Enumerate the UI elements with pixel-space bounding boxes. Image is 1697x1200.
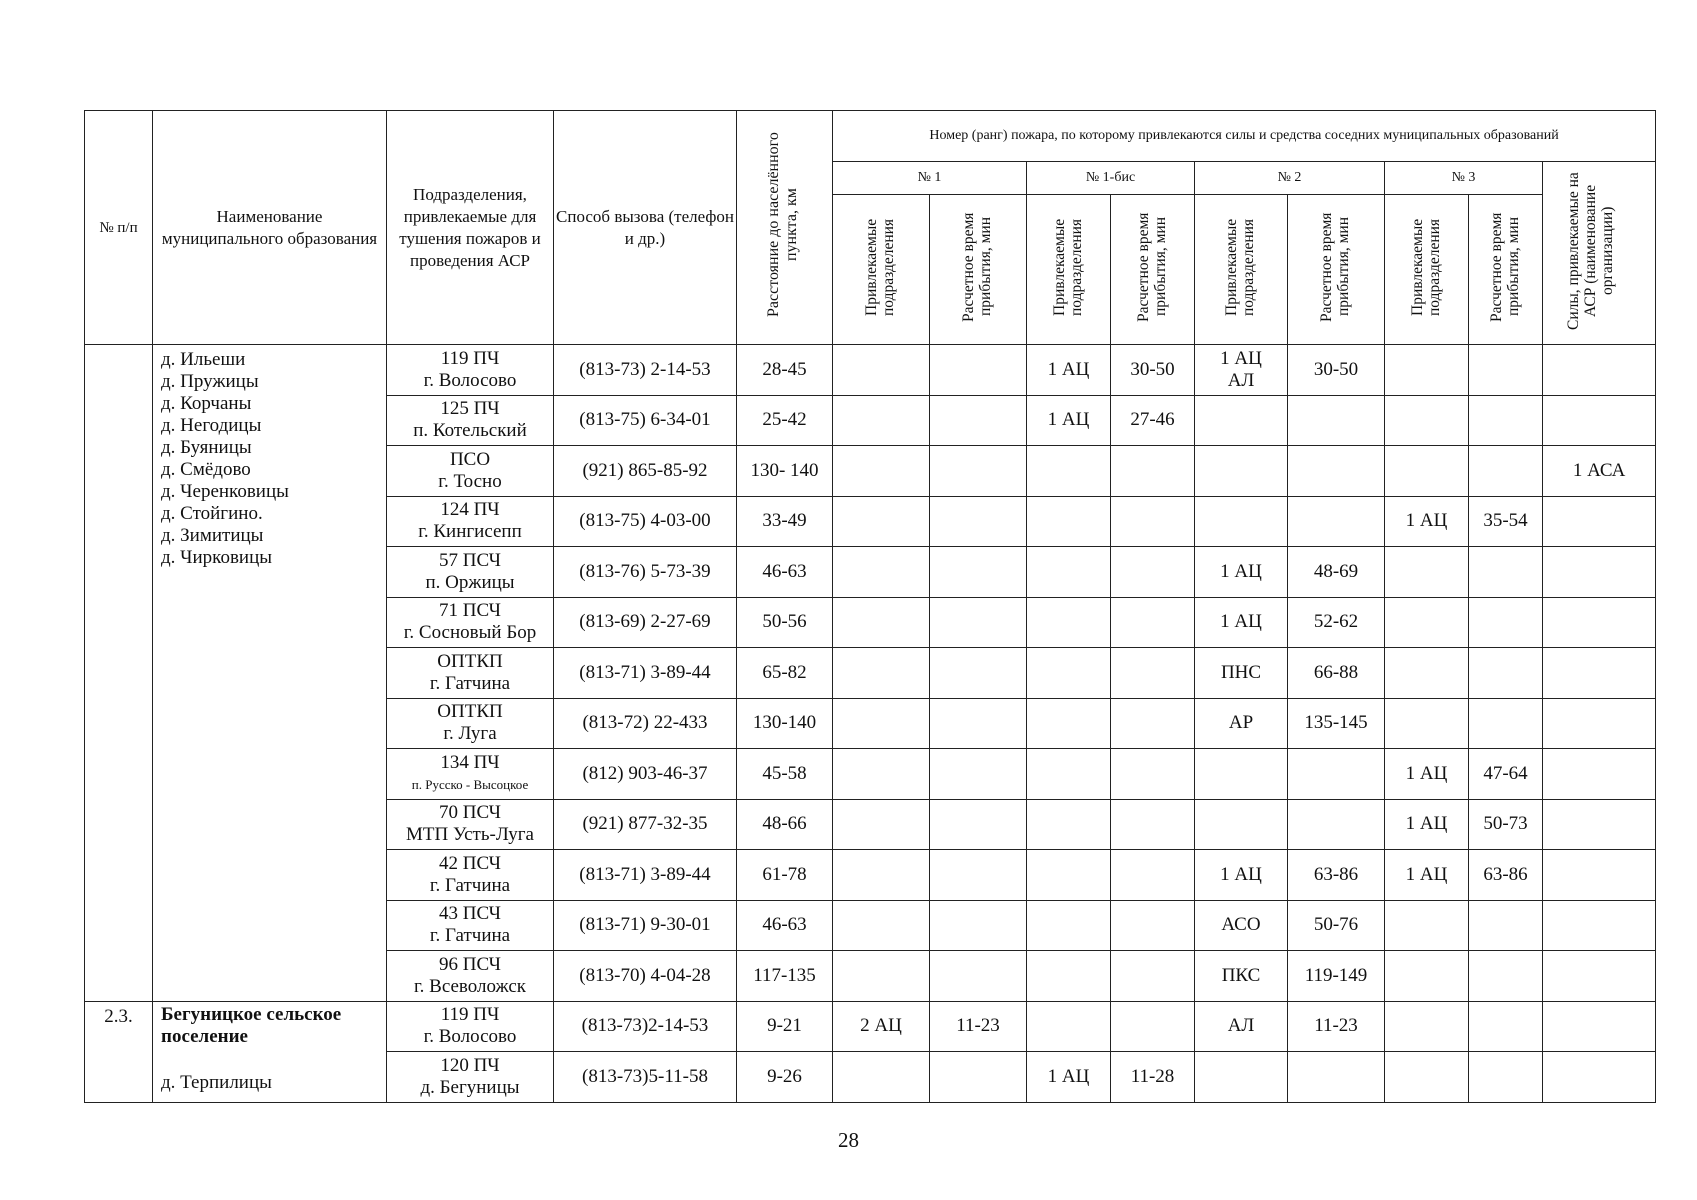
rank-cell: 1 АСА xyxy=(1543,446,1656,497)
unit-cell xyxy=(387,850,554,901)
header-distance-text: Расстояние до населённого пункта, км xyxy=(764,132,800,318)
rank-cell xyxy=(1027,698,1111,749)
unit-name: ОПТКП xyxy=(437,701,503,723)
rank-cell xyxy=(1027,446,1111,497)
header-r1-units xyxy=(833,195,930,345)
unit-name: 43 ПСЧ xyxy=(438,903,502,925)
phone-cell: (813-71) 9-30-01 xyxy=(554,900,737,951)
rank-cell: АЛ xyxy=(1195,1001,1288,1052)
rank-cell xyxy=(930,698,1027,749)
unit-name: 96 ПСЧ xyxy=(438,953,502,975)
phone-cell: (813-73) 2-14-53 xyxy=(554,345,737,396)
row-number: 2.3. xyxy=(85,1001,153,1102)
rank-cell xyxy=(930,850,1027,901)
rank-cell: 1 АЦ xyxy=(1195,850,1288,901)
phone-cell: (813-75) 4-03-00 xyxy=(554,496,737,547)
r2-time-text: Расчетное время прибытия, мин xyxy=(1318,212,1352,322)
distance-cell: 33-49 xyxy=(737,496,833,547)
header-r1b-units xyxy=(1027,195,1111,345)
distance-cell: 65-82 xyxy=(737,648,833,699)
unit-location: МТП Усть-Луга xyxy=(405,824,534,846)
rank-cell: 119-149 xyxy=(1288,951,1385,1002)
rank-cell: 63-86 xyxy=(1469,850,1543,901)
rank-cell: 47-64 xyxy=(1469,749,1543,800)
header-distance xyxy=(737,111,833,345)
unit-location: г. Гатчина xyxy=(429,925,511,947)
table-row xyxy=(85,345,1656,396)
unit-name: 134 ПЧ xyxy=(440,751,500,773)
distance-cell: 25-42 xyxy=(737,395,833,446)
rank-cell xyxy=(1385,597,1469,648)
rank-cell xyxy=(1195,395,1288,446)
rank-cell xyxy=(1469,395,1543,446)
village-name: д. Терпилицы xyxy=(161,1071,272,1093)
rank-cell: 50-73 xyxy=(1469,799,1543,850)
unit-cell xyxy=(387,799,554,850)
rank-cell xyxy=(1469,951,1543,1002)
rank-cell: АСО xyxy=(1195,900,1288,951)
unit-location: г. Волосово xyxy=(423,1026,517,1048)
header-r1b-time xyxy=(1111,195,1195,345)
rank-cell xyxy=(833,345,930,396)
unit-cell xyxy=(387,1052,554,1103)
rank-cell: 48-69 xyxy=(1288,547,1385,598)
phone-cell: (813-73)5-11-58 xyxy=(554,1052,737,1103)
rank-cell: 1 АЦ xyxy=(1385,850,1469,901)
rank-cell xyxy=(833,850,930,901)
row-number-empty xyxy=(85,345,153,1002)
header-rank-3: № 3 xyxy=(1385,162,1543,195)
header-r2-time xyxy=(1288,195,1385,345)
unit-location: д. Бегуницы xyxy=(420,1076,520,1098)
rank-cell: 135-145 xyxy=(1288,698,1385,749)
rank-cell xyxy=(1027,648,1111,699)
rank-cell xyxy=(930,951,1027,1002)
rank-cell: 11-23 xyxy=(1288,1001,1385,1052)
header-num: № п/п xyxy=(85,111,153,345)
rank-cell xyxy=(1111,749,1195,800)
rank-cell xyxy=(1385,547,1469,598)
phone-cell: (813-76) 5-73-39 xyxy=(554,547,737,598)
distance-cell: 48-66 xyxy=(737,799,833,850)
rank-cell xyxy=(1027,799,1111,850)
phone-cell: (813-71) 3-89-44 xyxy=(554,850,737,901)
r1-time-text: Расчетное время прибытия, мин xyxy=(960,212,994,322)
rank-cell xyxy=(1543,951,1656,1002)
rank-cell xyxy=(930,1052,1027,1103)
rank-cell xyxy=(930,446,1027,497)
phone-cell: (921) 877-32-35 xyxy=(554,799,737,850)
rank-cell: 35-54 xyxy=(1469,496,1543,547)
rank-cell xyxy=(1385,395,1469,446)
phone-cell: (813-70) 4-04-28 xyxy=(554,951,737,1002)
rank-cell xyxy=(1543,1001,1656,1052)
rank-cell xyxy=(833,597,930,648)
rank-cell xyxy=(1027,597,1111,648)
rank-cell xyxy=(1111,850,1195,901)
rank-cell xyxy=(1288,395,1385,446)
header-fire-rank: Номер (ранг) пожара, по которому привлекаются силы и средства соседних муниципальных образований xyxy=(833,111,1656,162)
rank-cell: 1 АЦ АЛ xyxy=(1195,345,1288,396)
rank-cell xyxy=(1111,496,1195,547)
rank-cell xyxy=(930,749,1027,800)
rank-cell: 2 АЦ xyxy=(833,1001,930,1052)
rank-cell xyxy=(1543,597,1656,648)
distance-cell: 45-58 xyxy=(737,749,833,800)
rank-cell xyxy=(1111,547,1195,598)
unit-location: п. Оржицы xyxy=(425,571,515,593)
rank-cell: ПНС xyxy=(1195,648,1288,699)
phone-cell: (812) 903-46-37 xyxy=(554,749,737,800)
unit-cell xyxy=(387,345,554,396)
r3-units-text: Привлекаемые подразделения xyxy=(1408,218,1443,316)
rank-cell xyxy=(1543,648,1656,699)
unit-location: г. Гатчина xyxy=(429,874,511,896)
distance-cell: 50-56 xyxy=(737,597,833,648)
unit-location: г. Луга xyxy=(443,723,497,745)
phone-cell: (813-72) 22-433 xyxy=(554,698,737,749)
rank-cell xyxy=(833,951,930,1002)
rank-cell: 1 АЦ xyxy=(1385,496,1469,547)
rank-cell xyxy=(833,395,930,446)
rank-cell xyxy=(1288,446,1385,497)
r1-units-text: Привлекаемые подразделения xyxy=(863,218,897,316)
rank-cell: ПКС xyxy=(1195,951,1288,1002)
unit-name: 125 ПЧ xyxy=(440,398,500,420)
rank-cell: 11-23 xyxy=(930,1001,1027,1052)
rank-cell xyxy=(1385,900,1469,951)
rank-cell xyxy=(1385,345,1469,396)
unit-location: г. Гатчина xyxy=(429,672,511,694)
header-rank-1: № 1 xyxy=(833,162,1027,195)
rank-cell xyxy=(1543,749,1656,800)
rank-cell: 63-86 xyxy=(1288,850,1385,901)
rank-cell xyxy=(1027,749,1111,800)
distance-cell: 130-140 xyxy=(737,698,833,749)
rank-cell xyxy=(1543,799,1656,850)
rank-cell: 1 АЦ xyxy=(1195,547,1288,598)
r2-units-text: Привлекаемые подразделения xyxy=(1223,218,1257,316)
header-r2-units xyxy=(1195,195,1288,345)
distance-cell: 9-21 xyxy=(737,1001,833,1052)
rank-cell xyxy=(1385,1052,1469,1103)
rank-cell xyxy=(1195,799,1288,850)
distance-cell: 61-78 xyxy=(737,850,833,901)
rank-cell xyxy=(930,648,1027,699)
rank-cell xyxy=(1385,951,1469,1002)
rank-cell xyxy=(833,900,930,951)
rank-cell xyxy=(1543,1052,1656,1103)
municipality-title: Бегуницкое сельское поселение xyxy=(161,1003,342,1047)
header-rank-1-bis: № 1-бис xyxy=(1027,162,1195,195)
rank-cell xyxy=(1111,900,1195,951)
unit-cell xyxy=(387,597,554,648)
distance-cell: 28-45 xyxy=(737,345,833,396)
rank-cell xyxy=(1469,547,1543,598)
distance-cell: 46-63 xyxy=(737,547,833,598)
header-asr-text: Силы, привлекаемые на АСР (наименование организации) xyxy=(1565,171,1617,330)
rank-cell xyxy=(1111,648,1195,699)
rank-cell xyxy=(1543,547,1656,598)
rank-cell xyxy=(1385,648,1469,699)
rank-cell xyxy=(1027,1001,1111,1052)
rank-cell xyxy=(1385,1001,1469,1052)
header-call-method: Способ вызова (телефон и др.) xyxy=(554,111,737,345)
unit-name: ПСО xyxy=(449,448,491,470)
rank-cell xyxy=(930,345,1027,396)
rank-cell xyxy=(930,547,1027,598)
rank-cell xyxy=(1288,496,1385,547)
phone-cell: (921) 865-85-92 xyxy=(554,446,737,497)
r3-time-text: Расчетное время прибытия, мин xyxy=(1487,212,1522,322)
rank-cell xyxy=(1111,597,1195,648)
rank-cell xyxy=(930,900,1027,951)
rank-cell xyxy=(833,1052,930,1103)
rank-cell xyxy=(833,547,930,598)
unit-cell xyxy=(387,446,554,497)
r1b-time-text: Расчетное время прибытия, мин xyxy=(1134,212,1169,322)
rank-cell xyxy=(930,799,1027,850)
unit-cell xyxy=(387,698,554,749)
rank-cell xyxy=(930,496,1027,547)
unit-name: 57 ПСЧ xyxy=(438,549,502,571)
header-r3-time xyxy=(1469,195,1543,345)
unit-cell xyxy=(387,395,554,446)
unit-name: 70 ПСЧ xyxy=(438,802,502,824)
rank-cell xyxy=(1195,749,1288,800)
rank-cell xyxy=(833,648,930,699)
rank-cell xyxy=(1027,496,1111,547)
rank-cell xyxy=(1469,900,1543,951)
unit-name: 120 ПЧ xyxy=(440,1054,500,1076)
rank-cell: 52-62 xyxy=(1288,597,1385,648)
rank-cell: 50-76 xyxy=(1288,900,1385,951)
unit-location: г. Сосновый Бор xyxy=(403,622,537,644)
unit-location: г. Всеволожск xyxy=(414,975,526,997)
rank-cell: 1 АЦ xyxy=(1027,345,1111,396)
r1b-units-text: Привлекаемые подразделения xyxy=(1050,218,1085,316)
rank-cell xyxy=(1469,597,1543,648)
unit-name: 124 ПЧ xyxy=(440,499,500,521)
rank-cell xyxy=(1543,850,1656,901)
rank-cell xyxy=(1111,799,1195,850)
rank-cell xyxy=(833,446,930,497)
rank-cell xyxy=(1543,496,1656,547)
rank-cell xyxy=(1288,799,1385,850)
rank-cell: 1 АЦ xyxy=(1385,799,1469,850)
page-number: 28 xyxy=(838,1128,859,1152)
header-rank-2: № 2 xyxy=(1195,162,1385,195)
rank-cell xyxy=(1288,1052,1385,1103)
rank-cell xyxy=(833,496,930,547)
phone-cell: (813-75) 6-34-01 xyxy=(554,395,737,446)
rank-cell xyxy=(1469,345,1543,396)
rank-cell: АР xyxy=(1195,698,1288,749)
rank-cell xyxy=(1195,446,1288,497)
rank-cell xyxy=(1027,900,1111,951)
unit-name: 71 ПСЧ xyxy=(438,600,502,622)
rank-cell xyxy=(833,749,930,800)
unit-cell xyxy=(387,951,554,1002)
unit-cell xyxy=(387,749,554,800)
rank-cell xyxy=(1469,648,1543,699)
rank-cell xyxy=(833,799,930,850)
rank-cell xyxy=(1385,698,1469,749)
rank-cell xyxy=(1027,547,1111,598)
unit-cell xyxy=(387,648,554,699)
rank-cell xyxy=(1469,698,1543,749)
unit-location: г. Тосно xyxy=(438,470,502,492)
rank-cell xyxy=(930,597,1027,648)
distance-cell: 117-135 xyxy=(737,951,833,1002)
table-body xyxy=(85,345,1656,1103)
rank-cell: 11-28 xyxy=(1111,1052,1195,1103)
distance-cell: 46-63 xyxy=(737,900,833,951)
rank-cell xyxy=(1469,1001,1543,1052)
unit-cell xyxy=(387,1001,554,1052)
municipality-cell xyxy=(153,1001,387,1102)
rank-cell: 66-88 xyxy=(1288,648,1385,699)
fire-forces-table xyxy=(84,110,1656,1103)
rank-cell: 30-50 xyxy=(1111,345,1195,396)
header-r1-time xyxy=(930,195,1027,345)
rank-cell: 1 АЦ xyxy=(1385,749,1469,800)
unit-cell xyxy=(387,900,554,951)
unit-location: г. Кингисепп xyxy=(418,521,522,543)
rank-cell: 1 АЦ xyxy=(1027,395,1111,446)
rank-cell xyxy=(1288,749,1385,800)
table-row xyxy=(85,1001,1656,1052)
rank-cell xyxy=(1111,446,1195,497)
rank-cell xyxy=(833,698,930,749)
rank-cell xyxy=(1111,1001,1195,1052)
header-units: Подразделения, привлекаемые для тушения пожаров и проведения АСР xyxy=(387,111,554,345)
rank-cell xyxy=(1543,698,1656,749)
phone-cell: (813-71) 3-89-44 xyxy=(554,648,737,699)
unit-name: 119 ПЧ xyxy=(440,347,500,369)
rank-cell: 30-50 xyxy=(1288,345,1385,396)
phone-cell: (813-69) 2-27-69 xyxy=(554,597,737,648)
rank-cell xyxy=(1543,395,1656,446)
rank-cell xyxy=(1195,1052,1288,1103)
village-list: д. Ильеши д. Пружицы д. Корчаны д. Негодицы д. Буяницы д. Смёдово д. Черенковицы д. Стойгино. д. Зимитицы д. Чирковицы xyxy=(153,345,387,1002)
rank-cell xyxy=(1111,698,1195,749)
header-asr xyxy=(1543,162,1656,345)
rank-cell xyxy=(1385,446,1469,497)
unit-location: г. Волосово xyxy=(423,369,517,391)
rank-cell xyxy=(1469,1052,1543,1103)
unit-location: п. Русско - Высоцкое xyxy=(411,776,529,792)
distance-cell: 9-26 xyxy=(737,1052,833,1103)
rank-cell xyxy=(930,395,1027,446)
distance-cell: 130- 140 xyxy=(737,446,833,497)
rank-cell: 1 АЦ xyxy=(1027,1052,1111,1103)
unit-name: 119 ПЧ xyxy=(440,1004,500,1026)
rank-cell xyxy=(1027,951,1111,1002)
unit-cell xyxy=(387,496,554,547)
rank-cell xyxy=(1111,951,1195,1002)
rank-cell xyxy=(1543,900,1656,951)
rank-cell: 1 АЦ xyxy=(1195,597,1288,648)
unit-name: ОПТКП xyxy=(437,650,503,672)
rank-cell: 27-46 xyxy=(1111,395,1195,446)
unit-name: 42 ПСЧ xyxy=(438,852,502,874)
header-municipality: Наименование муниципального образования xyxy=(153,111,387,345)
rank-cell xyxy=(1195,496,1288,547)
rank-cell xyxy=(1543,345,1656,396)
phone-cell: (813-73)2-14-53 xyxy=(554,1001,737,1052)
rank-cell xyxy=(1469,446,1543,497)
rank-cell xyxy=(1027,850,1111,901)
unit-location: п. Котельский xyxy=(413,420,527,442)
unit-cell xyxy=(387,547,554,598)
header-r3-units xyxy=(1385,195,1469,345)
